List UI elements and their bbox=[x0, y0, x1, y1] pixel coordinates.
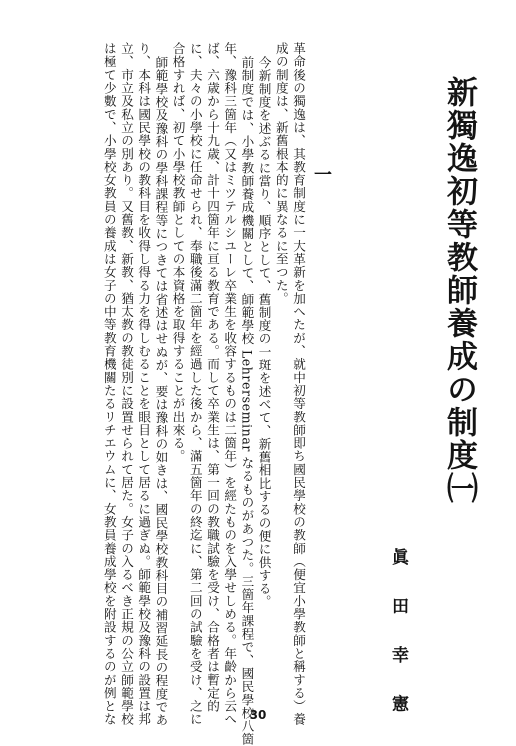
body-line: 前制度では、小學教師養成機關として、師範學校 Lehrerseminar なるものがあつた。三箇年課程で、國民學校八箇 bbox=[239, 56, 255, 746]
body-line: 年、豫科三箇年（又はミツテルシユーレ卒業生を收容するものは二箇年）を經たものを入學せしめる。年齡から云へ bbox=[222, 42, 238, 726]
section-number: 一 bbox=[311, 165, 332, 183]
body-line: 革命後の獨逸は、其教育制度に一大革新を加へたが、就中初等教師即ち國民學校の教師（便宜小學教師と稱する）養 bbox=[291, 42, 306, 726]
article-title: 新獨逸初等教師養成の制度㈠ bbox=[441, 76, 477, 505]
body-line: 師範學校及豫科の學科課程等につきては省述はせぬが、要は豫科の如きは、國民學校教科目の補習延長の程度であ bbox=[153, 56, 169, 727]
author-name: 眞 田 幸 憲 bbox=[388, 548, 408, 725]
body-line: 今新制度を述ぶるに當り、順序として、舊制度の一斑を述べて、新舊相比するの便に供する。 bbox=[256, 56, 272, 609]
body-line: 立、市立及私立の別あり。又舊教、新教、猶太教の教徒別に設置せられて居た。女子の入るべき正規の公立師範學校 bbox=[119, 42, 134, 726]
page-number: 30 bbox=[249, 708, 267, 722]
body-line: ば、六歳から十九歳、計十四箇年に亘る教育である。而して卒業生は、第一回の教職試驗を受け、合格者は暫定的 bbox=[205, 42, 220, 713]
body-line: 成の制度は、新舊根本的に異なるに至つた。 bbox=[273, 42, 289, 305]
body-line: 合格すれば、初て小學校教師としての本資格を取得することが出來る。 bbox=[170, 42, 186, 463]
body-line: り、本科は國民學校の教科目を收得し得る力を得しむることを眼目として居るに過ぎぬ。師範學校及豫科の設置は邦 bbox=[136, 42, 152, 726]
body-line: に、夫々の小學校に任命せられ、奉職後滿二箇年を經過した後から、滿五箇年の終迄に、第二回の試驗を受け、之に bbox=[187, 42, 203, 726]
body-line: は極て少數で、小學校女教員の養成は女子の中等教育機關たるリチエウムに、女教員養成學校を附設するのが例とな bbox=[101, 42, 117, 726]
